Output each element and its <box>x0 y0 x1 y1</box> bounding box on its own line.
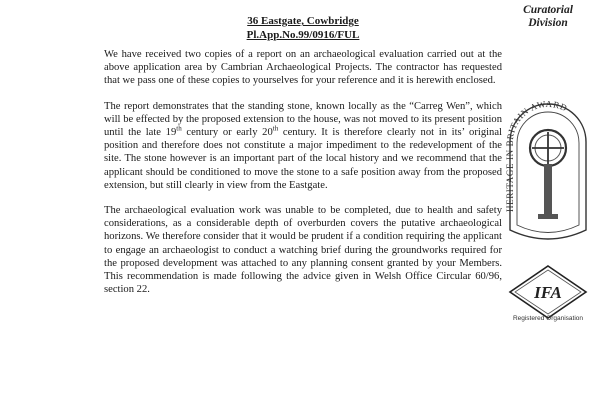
ifa-logo-icon <box>500 262 596 320</box>
superscript-th: th <box>272 124 279 133</box>
paragraph-3: The archaeological evaluation work was unable to be completed, due to health and safety considerations, as a considerable depth of overburden covers the putative archaeological horizons. We therefore consider that it would be prudent if a condition requiring the applicant to engage an archaeologist to conduct a watching brief during the groundworks required for the proposed development was attached to any planning consent granted by your Members. This recommendation is made following the advice given in Welsh Office Circular 60/96, section 22. <box>104 205 502 296</box>
paragraph-2: The report demonstrates that the standing stone, known locally as the “Carreg Wen”, which will be effected by the proposed extension to the house, was not moved to its present position until the late 19th century or early 20th century. It is therefore clearly not in its’ original position and therefore does not constitute a major impediment to the redevelopment of the site. The stone however is an important part of the local history and we recommend that the applicant should be conditioned to move the stone to a safe position away from the proposed extension, but still clearly in view from the Eastgate. <box>104 100 502 191</box>
superscript-th: th <box>176 124 182 133</box>
address-heading: 36 Eastgate, Cowbridge <box>247 15 359 27</box>
paragraph-1: We have received two copies of a report on an archaeological evaluation carried out at the above application area by Cambrian Archaeological Projects. The contractor has requested that we pass one of these copies to yourselves for your reference and it is herewith enclosed. <box>104 49 502 87</box>
letter-body <box>104 14 502 308</box>
application-number: Pl.App.No.99/0916/FUL <box>246 29 360 41</box>
ifa-logo-text: IFA <box>534 283 562 302</box>
division-label: Curatorial Division <box>523 4 573 29</box>
seal-text: HERITAGE IN BRITAIN AWARD <box>505 98 569 213</box>
heritage-award-seal-icon <box>500 80 596 250</box>
registered-organisation-label: Registered Organisation <box>512 315 584 322</box>
